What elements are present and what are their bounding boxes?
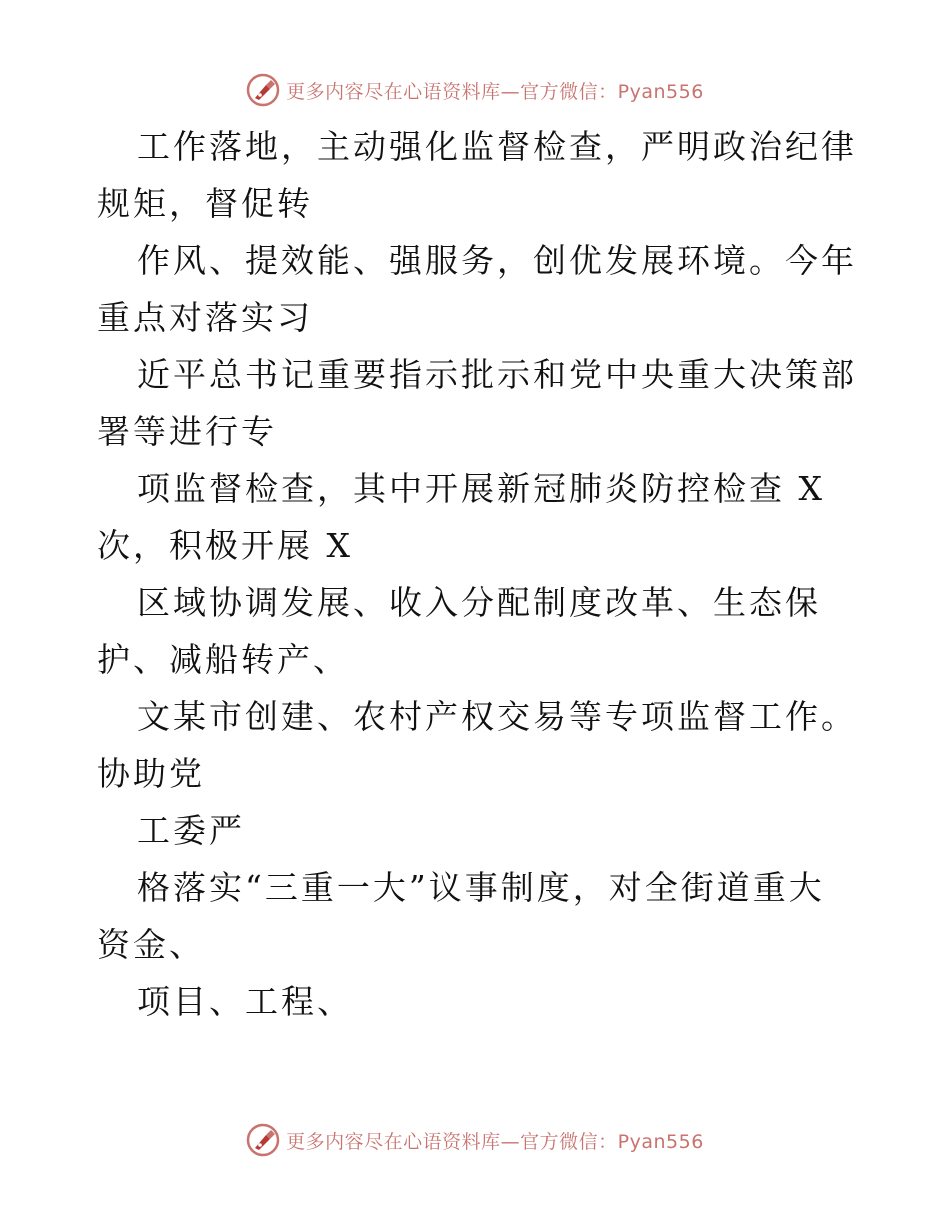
paragraph: 作风、提效能、强服务，创优发展环境。今年重点对落实习 (97, 241, 857, 337)
paragraph: 区域协调发展、收入分配制度改革、生态保护、减船转产、 (97, 583, 821, 679)
paragraph: 格落实“三重一大”议事制度，对全街道重大资金、 (97, 868, 825, 964)
pen-nib-logo-icon (246, 73, 280, 107)
paragraph: 文某市创建、农村产权交易等专项监督工作。协助党 (97, 697, 857, 793)
footer-banner-text: 更多内容尽在心语资料库—官方微信：Pyan556 (286, 1130, 704, 1153)
header-banner-text: 更多内容尽在心语资料库—官方微信：Pyan556 (286, 80, 704, 103)
header-banner (0, 70, 950, 110)
paragraph: 工作落地，主动强化监督检查，严明政治纪律规矩，督促转 (97, 127, 857, 223)
paragraph: 项监督检查，其中开展新冠肺炎防控检查 X 次，积极开展 X (97, 469, 825, 565)
document-body (97, 118, 857, 1030)
paragraph: 近平总书记重要指示批示和党中央重大决策部署等进行专 (97, 355, 857, 451)
paragraph: 项目、工程、 (137, 982, 353, 1021)
paragraph: 工委严 (137, 811, 245, 850)
footer-banner (0, 1120, 950, 1160)
pen-nib-logo-icon (246, 1123, 280, 1157)
